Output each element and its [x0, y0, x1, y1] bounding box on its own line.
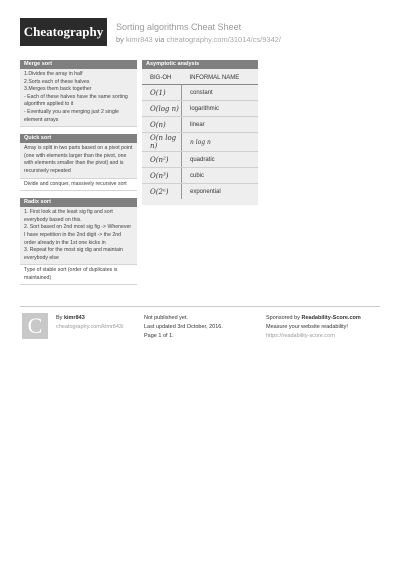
- radix-sort-section: [20, 198, 137, 285]
- text-line: element arrays: [24, 116, 59, 123]
- text-line: 3. Repeat for the most sig dig and maintain: [24, 247, 123, 254]
- sponsor-link[interactable]: Readability-Score.com: [301, 315, 361, 321]
- text-line: I have repetition in the 2nd digit -> the 2nd: [24, 231, 122, 238]
- table-row: [142, 133, 258, 152]
- quick-sort-note: [20, 179, 137, 192]
- byline: [116, 35, 281, 44]
- cheatography-logo[interactable]: Cheatography: [20, 18, 107, 46]
- text-line: recursively repeated: [24, 167, 71, 174]
- header: [20, 18, 380, 52]
- big-oh-cell: O(log n): [142, 101, 182, 117]
- section-title: Merge sort: [20, 60, 137, 69]
- asymptotic-analysis-section: [142, 60, 258, 205]
- sponsor-label: Sponsored by: [266, 315, 300, 321]
- informal-name-cell: logarithmic: [182, 101, 259, 117]
- table-row: [142, 184, 258, 200]
- section-title: Quick sort: [20, 134, 137, 143]
- text-line: - Eventually you are merging just 2 single: [24, 108, 119, 115]
- table-row: [142, 117, 258, 133]
- quick-sort-body: [20, 143, 137, 178]
- last-updated: Last updated 3rd October, 2016.: [144, 324, 223, 330]
- merge-sort-body: [20, 69, 137, 127]
- text-line: with elements smaller than the pivot) and is: [24, 160, 124, 167]
- text-line: Type of stable sort (order of duplicates is: [24, 267, 118, 274]
- published-status: Not published yet.: [144, 315, 189, 321]
- sponsor-line: [266, 314, 361, 323]
- asymptotic-table: [142, 69, 258, 199]
- footer-sponsor-block: [266, 314, 361, 341]
- footer-publish-block: [144, 314, 223, 341]
- section-title: Radix sort: [20, 198, 137, 207]
- avatar: C: [22, 313, 48, 339]
- text-line: Array is split in two parts based on a pivot point: [24, 145, 133, 152]
- text-line: (one with elements larger than the pivot, one: [24, 152, 127, 159]
- table-row: [142, 85, 258, 101]
- sponsor-tagline: Measure your website readability!: [266, 324, 348, 330]
- section-title: Asymptotic analysis: [142, 60, 258, 69]
- by-label: By: [56, 315, 63, 321]
- author-link[interactable]: kimr843: [126, 35, 153, 44]
- footer-author-url[interactable]: cheatography.com/kimr843/: [56, 324, 124, 330]
- asymptotic-table-wrap: [142, 69, 258, 205]
- text-line: order already in the 1st one kicks in: [24, 239, 106, 246]
- text-line: everybody else: [24, 254, 59, 261]
- big-oh-cell: O(n): [142, 117, 182, 133]
- informal-name-cell: exponential: [190, 188, 221, 195]
- footer: [20, 306, 380, 339]
- sheet-url-link[interactable]: cheatography.com/31014/cs/9342/: [166, 35, 282, 44]
- big-oh-cell: O(n³): [142, 168, 182, 184]
- radix-sort-note: [20, 265, 137, 285]
- big-oh-cell: O(2ⁿ): [142, 184, 182, 200]
- radix-sort-body: [20, 207, 137, 265]
- informal-name-cell: linear: [182, 117, 259, 133]
- text-line: maintained): [24, 274, 52, 281]
- informal-name-cell: n log n: [182, 133, 259, 152]
- column-header-informal-name: INFORMAL NAME: [182, 69, 259, 85]
- table-row: [142, 168, 258, 184]
- by-label: by: [116, 35, 124, 44]
- column-header-big-oh: BIG-OH: [142, 69, 182, 85]
- informal-name-cell: constant: [182, 85, 259, 101]
- table-header-row: [142, 69, 258, 85]
- text-line: 1.Divides the array in half: [24, 71, 83, 77]
- text-line: 2.Sorts each of these halves: [24, 78, 90, 85]
- table-row: [142, 152, 258, 168]
- big-oh-cell: O(1): [142, 85, 182, 101]
- text-line: 1. First look at the least sig fig and sort: [24, 209, 113, 216]
- informal-name-cell: quadratic: [182, 152, 259, 168]
- table-row: [142, 101, 258, 117]
- text-line: everybody based on this.: [24, 216, 82, 223]
- text-line: algorithm applied to it: [24, 101, 74, 108]
- footer-author-block: [56, 314, 123, 332]
- text-line: Divide and conquer, massively recursive sort: [24, 180, 127, 187]
- text-line: - Each of these halves have the same sorting: [24, 93, 128, 100]
- text-line: 2. Sort based on 2nd most sig fig -> Whenever: [24, 224, 132, 231]
- footer-author-link[interactable]: kimr843: [63, 315, 85, 321]
- page-count: Page 1 of 1.: [144, 333, 174, 339]
- right-column: [142, 60, 258, 212]
- big-oh-cell: O(n log n): [142, 133, 182, 152]
- sponsor-url[interactable]: https://readability-score.com: [266, 333, 335, 339]
- merge-sort-section: [20, 60, 137, 127]
- left-column: [20, 60, 137, 292]
- footer-author-line: [56, 314, 123, 323]
- informal-name-cell: cubic: [182, 168, 259, 184]
- via-label: via: [154, 35, 165, 44]
- big-oh-cell: O(n²): [142, 152, 182, 168]
- page-title: Sorting algorithms Cheat Sheet: [116, 22, 242, 32]
- text-line: 3.Merges them back together: [24, 86, 92, 93]
- quick-sort-section: [20, 134, 137, 191]
